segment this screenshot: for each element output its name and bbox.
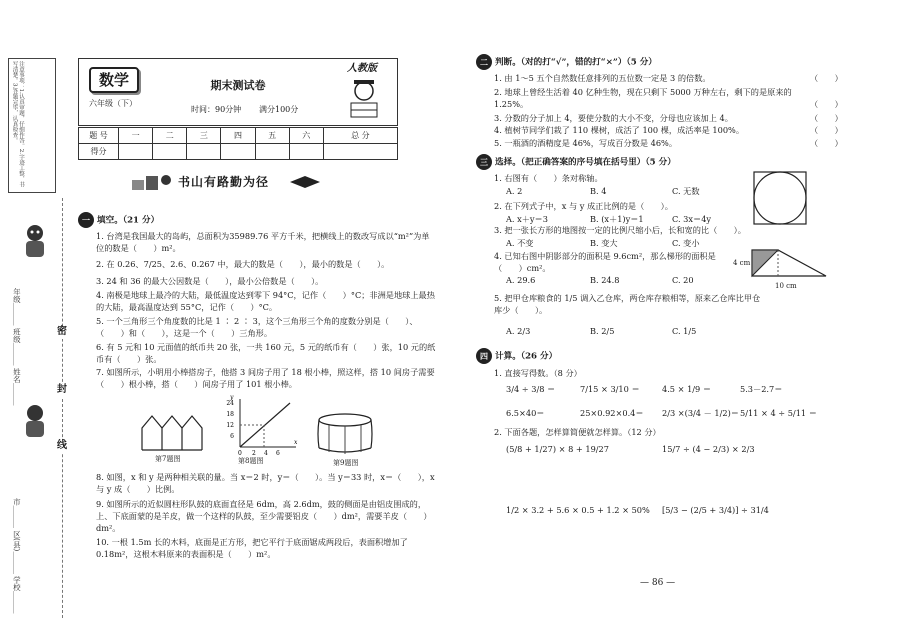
- score-table: [78, 127, 398, 160]
- choice-3-option-a[interactable]: A. 不变: [506, 238, 534, 248]
- choice-1-option-a[interactable]: A. 2: [506, 186, 523, 196]
- question-1-8: 8. 如图，x 和 y 是两种相关联的量。当 x＝2 时，y＝（ ）。当 y＝33 时，x＝（ ），x 与 y 成（ ）比例。: [96, 472, 435, 494]
- section-choice-title: [476, 154, 676, 170]
- y-tick-label: 6: [230, 433, 234, 440]
- question-1-9: 9. 如图所示的近似圆柱形队鼓的底面直径是 6dm，高 2.6dm，鼓的侧面是由铝皮围成的，上、下底面蒙的是羊皮，做一个这样的队鼓，至少需要铝皮（ ）dm²，需要羊皮（ ）dm²。: [96, 499, 432, 533]
- calc-direct: 2/3 ×(3/4 － 1/2)＝: [662, 408, 739, 418]
- edition-label: 人教版: [347, 63, 377, 74]
- question-1-5: 5. 一个三角形三个角度数的比是 1 ∶ 2 ∶ 3，这个三角形三个角的度数分别是（ ）、（ ）和（ ），这是一个（ ）三角形。: [96, 316, 418, 338]
- subject-badge: 数学: [89, 67, 139, 93]
- judge-1-paren[interactable]: （ ）: [810, 73, 843, 83]
- figure-8-caption: 第8题图: [238, 457, 264, 465]
- choice-1: 1. 右图有（ ）条对称轴。: [494, 173, 603, 183]
- x-tick-label: 0: [238, 450, 242, 457]
- choice-1-option-b[interactable]: B. 4: [590, 186, 607, 196]
- question-1-3: 3. 24 和 36 的最大公因数是（ ），最小公倍数是（ ）。: [96, 276, 324, 286]
- seal-word-feng: 封: [57, 384, 67, 395]
- judge-4: 4. 植树节同学们栽了 110 棵树，成活了 100 棵，成活率是 100%。: [494, 125, 745, 135]
- y-axis-name: y: [230, 395, 234, 401]
- score-blank[interactable]: [119, 144, 153, 160]
- score-blank[interactable]: [153, 144, 187, 160]
- y-tick-label: 12: [226, 422, 234, 429]
- fields-bottom: 市＿＿＿ 区(县)＿＿＿ 学校＿＿＿: [12, 498, 22, 614]
- choice-5: 5. 把甲仓库粮食的 1/5 调入乙仓库，两仓库存粮相等，原来乙仓库比甲仓库少（ ）。: [494, 293, 761, 315]
- judge-5: 5. 一瓶酒的酒精度是 46%，写成百分数是 46%。: [494, 138, 678, 148]
- calc-direct: 5/11 × 4 ÷ 5/11 ＝: [740, 408, 817, 418]
- calc-expression: 1/2 × 3.2 + 5.6 × 0.5 + 1.2 × 50%: [506, 505, 650, 515]
- judge-2: 2. 地球上曾经生活着 40 亿种生物，现在只剩下 5000 万种左右，剩下的是原来的 1.25%。: [494, 87, 792, 109]
- judge-1: 1. 由 1～5 五个自然数任意排列的五位数一定是 3 的倍数。: [494, 73, 711, 83]
- calc-expression: (5/8 + 1/27) × 8 + 19/27: [506, 444, 609, 454]
- section-title-text: 计算。（26 分）: [495, 351, 558, 362]
- score-blank[interactable]: [289, 144, 323, 160]
- calc-2-title: 2. 下面各题，怎样算简便就怎样算。（12 分）: [494, 427, 661, 437]
- choice-3: 3. 把一张长方形的地图按一定的比例尺缩小后，长和宽的比（ ）。: [494, 225, 746, 235]
- choice-3-option-b[interactable]: B. 变大: [590, 238, 618, 248]
- trapezoid-figure: [738, 246, 830, 282]
- choice-2: 2. 在下列式子中，x 与 y 成正比例的是（ ）。: [494, 201, 673, 211]
- field-city[interactable]: 市: [12, 498, 22, 506]
- calc-direct: 25×0.92×0.4＝: [580, 408, 644, 418]
- choice-1-option-c[interactable]: C. 无数: [672, 186, 700, 196]
- field-class[interactable]: 班级: [12, 327, 22, 343]
- score-input-row: [79, 144, 398, 160]
- figure-7-houses: [140, 410, 210, 452]
- calc-expression: 15/7 ÷ (4 − 2/3) × 2/3: [662, 444, 755, 454]
- seal-line: [62, 198, 63, 618]
- choice-2-option-a[interactable]: A. x＋y＝3: [506, 214, 548, 224]
- choice-2-option-c[interactable]: C. 3x＝4y: [672, 214, 712, 224]
- section-title-text: 填空。（21 分）: [97, 215, 160, 226]
- notice-text: 注意事项：1.认真审题，仔细作答。2.字迹工整，书写清楚。3.答题完毕，认真检查。: [11, 61, 24, 187]
- section-title-text: 判断。（对的打“√”，错的打“×”）（5 分）: [495, 57, 657, 68]
- choice-5-option-c[interactable]: C. 1/5: [672, 326, 697, 336]
- exam-title: 期末测试卷: [210, 79, 266, 92]
- score-cell: 题 号: [79, 128, 119, 144]
- choice-5-option-a[interactable]: A. 2/3: [506, 326, 531, 336]
- notice-box: [8, 58, 56, 193]
- section-fill-blanks-title: [78, 212, 159, 228]
- fields-top: 年级＿＿＿ 班级＿＿＿ 姓名＿＿＿: [12, 288, 22, 406]
- full-marks-label: 满分100分: [259, 105, 299, 114]
- field-grade[interactable]: 年级: [12, 288, 22, 303]
- choice-4: 4. 已知右图中阴影部分的面积是 9.6cm²，那么梯形的面积是（ ）cm²。: [494, 251, 716, 273]
- question-1-4: 4. 南极是地球上最冷的大陆，最低温度达到零下 94°C，记作（ ）°C；非洲是地球上最热的大陆，最高温度达到 55°C，记作（ ）°C。: [96, 290, 435, 312]
- choice-3-option-c[interactable]: C. 变小: [672, 238, 700, 248]
- calc-direct: 5.3－2.7＝: [740, 384, 783, 394]
- choice-4-option-a[interactable]: A. 29.6: [506, 275, 536, 285]
- seal-word-xian: 线: [57, 440, 67, 451]
- question-1-6: 6. 有 5 元和 10 元面值的纸币共 20 张，一共 160 元，5 元的纸币有（ ）张，10 元的纸币有（ ）张。: [96, 342, 436, 364]
- score-cell: 六: [289, 128, 323, 144]
- figure-8-graph: [218, 395, 300, 457]
- score-row-label: 得分: [79, 144, 119, 160]
- choice-4-option-b[interactable]: B. 24.8: [590, 275, 620, 285]
- score-blank[interactable]: [323, 144, 397, 160]
- question-1-1: 1. 台湾是我国最大的岛屿，总面积为35989.76 平方千米，把横线上的数改写成以“m²”为单位的数是（ ）m²。: [96, 231, 430, 253]
- field-school[interactable]: 学校: [12, 576, 22, 592]
- section-title-text: 选择。（把正确答案的序号填在括号里）（5 分）: [495, 157, 676, 168]
- grade-label: 六年级（下）: [89, 99, 137, 108]
- score-cell: 总 分: [323, 128, 397, 144]
- section-number: 四: [476, 348, 492, 364]
- scholar-icon: [339, 73, 389, 123]
- y-tick-label: 18: [226, 411, 234, 418]
- judge-3: 3. 分数的分子加上 4，要使分数的大小不变，分母也应该加上 4。: [494, 113, 733, 123]
- score-blank[interactable]: [221, 144, 255, 160]
- score-cell: 一: [119, 128, 153, 144]
- seal-word-mi: 密: [57, 326, 67, 337]
- judge-2-paren[interactable]: （ ）: [810, 99, 843, 109]
- score-blank[interactable]: [187, 144, 221, 160]
- section-true-false-title: [476, 54, 657, 70]
- score-cell: 四: [221, 128, 255, 144]
- section-number: 三: [476, 154, 492, 170]
- score-cell: 五: [255, 128, 289, 144]
- section-calc-title: [476, 348, 557, 364]
- section-number: 一: [78, 212, 94, 228]
- circle-in-square-figure: [752, 170, 808, 226]
- motto-text: 书山有路勤为径: [178, 175, 270, 189]
- mascot-icon-2: [18, 403, 52, 443]
- page-number: — 86 —: [640, 578, 676, 588]
- x-tick-label: 4: [264, 450, 268, 457]
- figure-9-drum: [315, 412, 375, 456]
- field-district[interactable]: 区(县): [12, 530, 22, 552]
- calc-direct: 4.5 × 1/9 ＝: [662, 384, 712, 394]
- choice-4-option-c[interactable]: C. 20: [672, 275, 694, 285]
- field-name[interactable]: 姓名: [12, 367, 22, 383]
- x-tick-label: 6: [276, 450, 280, 457]
- y-tick-label: 24: [226, 400, 234, 407]
- exam-header: [78, 58, 398, 126]
- score-cell: 二: [153, 128, 187, 144]
- score-blank[interactable]: [255, 144, 289, 160]
- calc-expression: [5/3 − (2/5 + 3/4)] ÷ 31/4: [662, 505, 769, 515]
- choice-5-option-b[interactable]: B. 2/5: [590, 326, 615, 336]
- judge-3-paren[interactable]: （ ）: [810, 113, 843, 123]
- time-label: 时间：90分钟: [191, 105, 242, 114]
- x-tick-label: 2: [252, 450, 256, 457]
- x-axis-name: x: [294, 439, 298, 446]
- judge-5-paren[interactable]: （ ）: [810, 138, 843, 148]
- motto-banner: [130, 172, 340, 194]
- calc-direct: 6.5×40＝: [506, 408, 545, 418]
- calc-direct: 3/4 ÷ 3/8 ＝: [506, 384, 556, 394]
- calc-direct: 7/15 × 3/10 ＝: [580, 384, 640, 394]
- judge-4-paren[interactable]: （ ）: [810, 125, 843, 135]
- calc-1-title: 1. 直接写得数。（8 分）: [494, 368, 582, 378]
- figure-7-caption: 第7题图: [155, 455, 181, 463]
- binding-strip: [4, 58, 67, 618]
- question-1-10: 10. 一根 1.5m 长的木料，底面是正方形，把它平行于底面锯成两段后，表面积增加了 0.18m²，这根木料原来的表面积是（ ）m²。: [96, 537, 408, 559]
- question-1-2: 2. 在 0.26、7/25、2.6、0.267 中，最大的数是（ ），最小的数是（ ）。: [96, 259, 390, 269]
- score-cell: 三: [187, 128, 221, 144]
- figure-9-caption: 第9题图: [333, 459, 359, 467]
- mascot-icon: [18, 223, 52, 263]
- trapezoid-height-label: 4 cm: [733, 259, 751, 267]
- choice-2-option-b[interactable]: B. (x＋1)y＝1: [590, 214, 644, 224]
- section-number: 二: [476, 54, 492, 70]
- trapezoid-base-label: 10 cm: [775, 282, 797, 290]
- question-1-7: 7. 如图所示，小明用小棒搭房子，他搭 3 间房子用了 18 根小棒，照这样，搭 10 间房子需要（ ）根小棒，搭（ ）间房子用了 101 根小棒。: [96, 367, 435, 389]
- score-header-row: [79, 128, 398, 144]
